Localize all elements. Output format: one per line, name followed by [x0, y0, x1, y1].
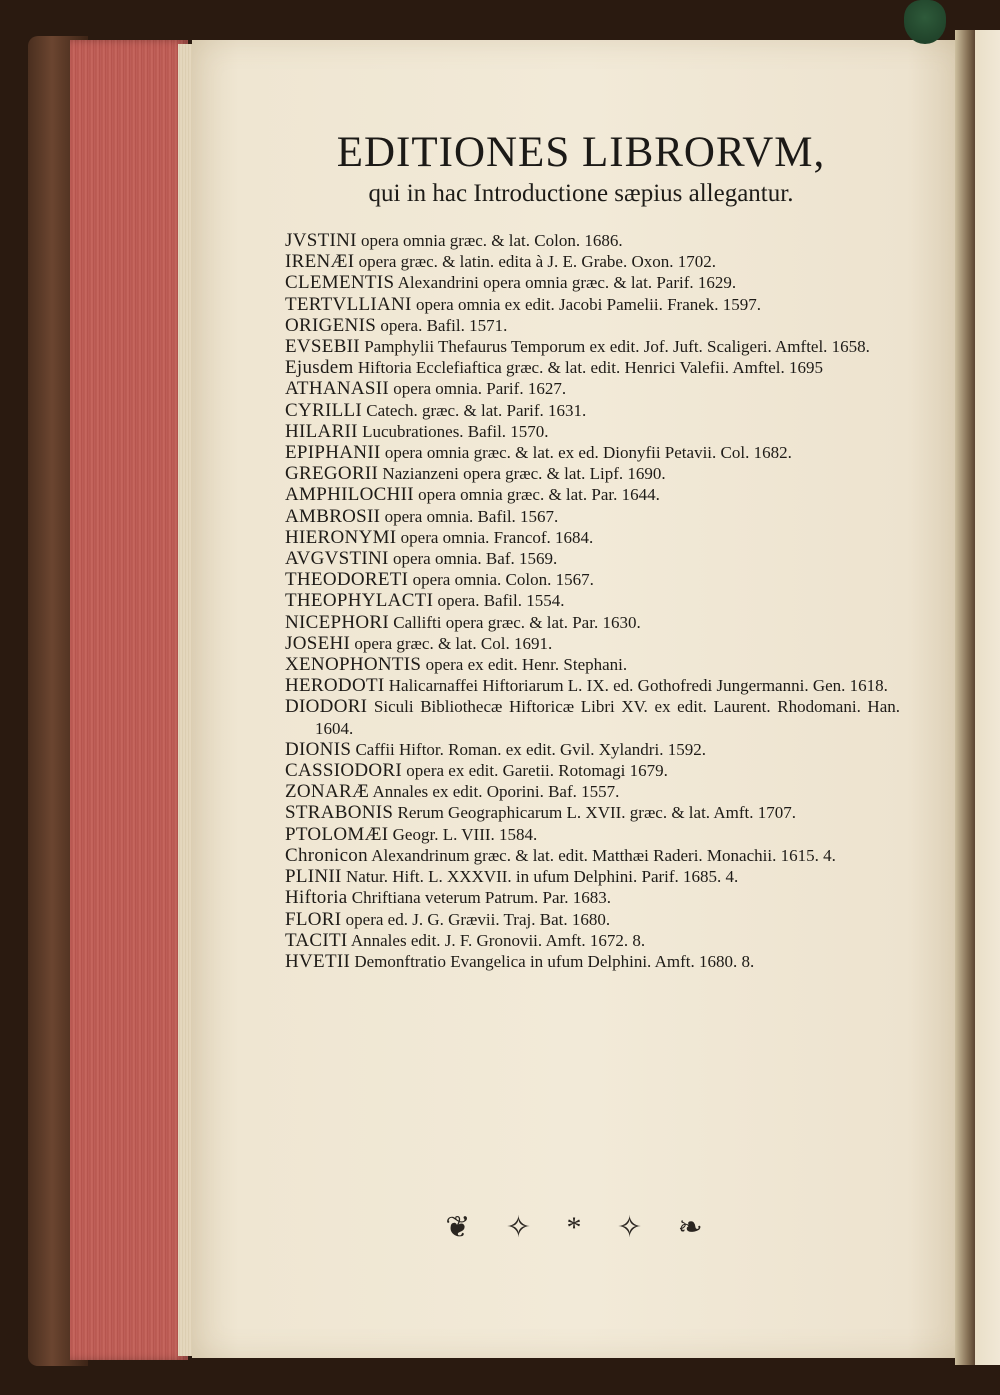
list-item — [285, 760, 900, 781]
list-item — [285, 506, 900, 527]
edition-details: Natur. Hift. L. XXXVII. in ufum Delphini. Parif. 1685. 4. — [345, 867, 739, 887]
list-item — [285, 357, 900, 378]
edition-details: opera omnia. Colon. 1567. — [412, 570, 594, 590]
author-name: PTOLOMÆI — [285, 823, 389, 845]
author-name: FLORI — [285, 908, 342, 930]
author-name: AVGVSTINI — [285, 548, 389, 570]
list-item — [285, 315, 900, 336]
list-item — [285, 887, 900, 908]
author-name: DIODORI — [285, 696, 368, 718]
author-name: ORIGENIS — [285, 314, 377, 336]
edition-details: opera omnia. Francof. 1684. — [400, 527, 594, 547]
page-edges-red — [70, 40, 188, 1360]
list-item — [285, 802, 900, 823]
page-title: EDITIONES LIBRORVM, — [336, 129, 826, 176]
author-name: Hiftoria — [285, 887, 348, 909]
author-name: JVSTINI — [285, 230, 357, 251]
list-item — [285, 590, 900, 611]
author-name: CYRILLI — [285, 399, 363, 421]
list-item — [285, 739, 900, 760]
author-name: HILARII — [285, 420, 358, 442]
author-name: GREGORII — [285, 463, 379, 485]
author-name: ATHANASII — [285, 378, 390, 400]
edition-details: opera. Bafil. 1554. — [437, 591, 565, 611]
author-name: XENOPHONTIS — [285, 654, 422, 676]
edition-details: opera græc. & lat. Col. 1691. — [354, 633, 553, 653]
edition-details: Alexandrinum græc. & lat. edit. Matthæi Raderi. Monachii. 1615. 4. — [371, 845, 836, 865]
author-name: EPIPHANII — [285, 442, 381, 464]
edition-details: Geogr. L. VIII. 1584. — [392, 824, 538, 844]
list-item — [285, 400, 900, 421]
author-name: DIONIS — [285, 738, 352, 760]
author-name: HERODOTI — [285, 675, 385, 697]
ornament-divider: ❦ ✧ * ✧ ❧ — [445, 1211, 717, 1244]
list-item — [285, 336, 900, 357]
list-item — [285, 866, 900, 887]
author-name: HVETII — [285, 950, 351, 972]
author-name: JOSEHI — [285, 632, 351, 654]
author-name: Chronicon — [285, 844, 368, 866]
list-item — [285, 824, 900, 845]
edition-details: opera græc. & latin. edita à J. E. Grabe. Oxon. 1702. — [358, 252, 716, 272]
edition-details: Pamphylii Thefaurus Temporum ex edit. Jof. Juft. Scaligeri. Amftel. 1658. — [364, 337, 870, 357]
edition-details: Lucubrationes. Bafil. 1570. — [362, 421, 549, 441]
edition-details: Demonftratio Evangelica in ufum Delphini. Amft. 1680. 8. — [354, 951, 755, 971]
edition-details: Alexandrini opera omnia græc. & lat. Parif. 1629. — [397, 273, 737, 293]
author-name: PLINII — [285, 866, 342, 888]
list-item — [285, 781, 900, 802]
edition-details: Chriftiana veterum Patrum. Par. 1683. — [351, 888, 611, 908]
author-name: AMPHILOCHII — [285, 484, 414, 506]
edition-details: opera omnia. Baf. 1569. — [392, 549, 558, 569]
author-name: THEODORETI — [285, 569, 409, 591]
list-item — [285, 230, 900, 251]
list-item — [285, 909, 900, 930]
edition-details: opera omnia. Parif. 1627. — [393, 379, 567, 399]
list-item — [285, 421, 900, 442]
list-item — [285, 548, 900, 569]
editions-list — [285, 230, 900, 972]
author-name: IRENÆI — [285, 251, 355, 273]
list-item — [285, 696, 900, 738]
page-subtitle: qui in hac Introductione sæpius allegantur. — [368, 180, 794, 207]
list-item — [285, 633, 900, 654]
edition-details: opera ex edit. Garetii. Rotomagi 1679. — [406, 761, 668, 781]
list-item — [285, 930, 900, 951]
edition-details: opera omnia græc. & lat. Colon. 1686. — [361, 231, 623, 250]
author-name: CASSIODORI — [285, 760, 403, 782]
bookmark-ribbon — [904, 0, 946, 44]
edition-details: Caffii Hiftor. Roman. ex edit. Gvil. Xylandri. 1592. — [355, 739, 706, 759]
right-page-edge — [975, 30, 1000, 1365]
edition-details: Annales ex edit. Oporini. Baf. 1557. — [372, 782, 620, 802]
list-item — [285, 294, 900, 315]
list-item — [285, 378, 900, 399]
edition-details: opera ex edit. Henr. Stephani. — [425, 655, 628, 675]
edition-details: opera omnia. Bafil. 1567. — [384, 506, 559, 526]
list-item — [285, 484, 900, 505]
author-name: HIERONYMI — [285, 526, 397, 548]
edition-details: Hiftoria Ecclefiaftica græc. & lat. edit. Henrici Valefii. Amftel. 1695 — [357, 358, 823, 378]
author-name: CLEMENTIS — [285, 272, 395, 294]
edition-details: opera ed. J. G. Grævii. Traj. Bat. 1680. — [345, 909, 611, 929]
edition-details: Catech. græc. & lat. Parif. 1631. — [366, 400, 587, 420]
list-item — [285, 951, 900, 972]
edition-details: Annales edit. J. F. Gronovii. Amft. 1672. 8. — [350, 930, 646, 950]
list-item — [285, 675, 900, 696]
edition-details: Siculi Bibliothecæ Hiftoricæ Libri XV. ex edit. Laurent. Rhodomani. Han. 1604. — [315, 697, 901, 738]
edition-details: Callifti opera græc. & lat. Par. 1630. — [393, 612, 641, 632]
author-name: THEOPHYLACTI — [285, 590, 434, 612]
edition-details: Halicarnaffei Hiftoriarum L. IX. ed. Gothofredi Jungermanni. Gen. 1618. — [388, 676, 888, 696]
author-name: TERTVLLIANI — [285, 293, 412, 315]
author-name: STRABONIS — [285, 802, 394, 824]
list-item — [285, 463, 900, 484]
author-name: TACITI — [285, 929, 348, 951]
edition-details: Rerum Geographicarum L. XVII. græc. & lat. Amft. 1707. — [397, 803, 796, 823]
edition-details: opera omnia græc. & lat. Par. 1644. — [418, 485, 660, 505]
edition-details: Nazianzeni opera græc. & lat. Lipf. 1690. — [382, 464, 666, 484]
author-name: EVSEBII — [285, 336, 360, 358]
author-name: Ejusdem — [285, 357, 354, 379]
book-gutter — [955, 30, 975, 1365]
list-item — [285, 527, 900, 548]
author-name: AMBROSII — [285, 505, 381, 527]
list-item — [285, 845, 900, 866]
list-item — [285, 251, 900, 272]
list-item — [285, 569, 900, 590]
edition-details: opera omnia ex edit. Jacobi Pamelii. Franek. 1597. — [415, 294, 762, 314]
list-item — [285, 654, 900, 675]
list-item — [285, 612, 900, 633]
author-name: ZONARÆ — [285, 781, 370, 803]
list-item — [285, 272, 900, 293]
author-name: NICEPHORI — [285, 611, 390, 633]
list-item — [285, 442, 900, 463]
edition-details: opera omnia græc. & lat. ex ed. Dionyfii Petavii. Col. 1682. — [384, 443, 792, 463]
edition-details: opera. Bafil. 1571. — [380, 315, 508, 335]
